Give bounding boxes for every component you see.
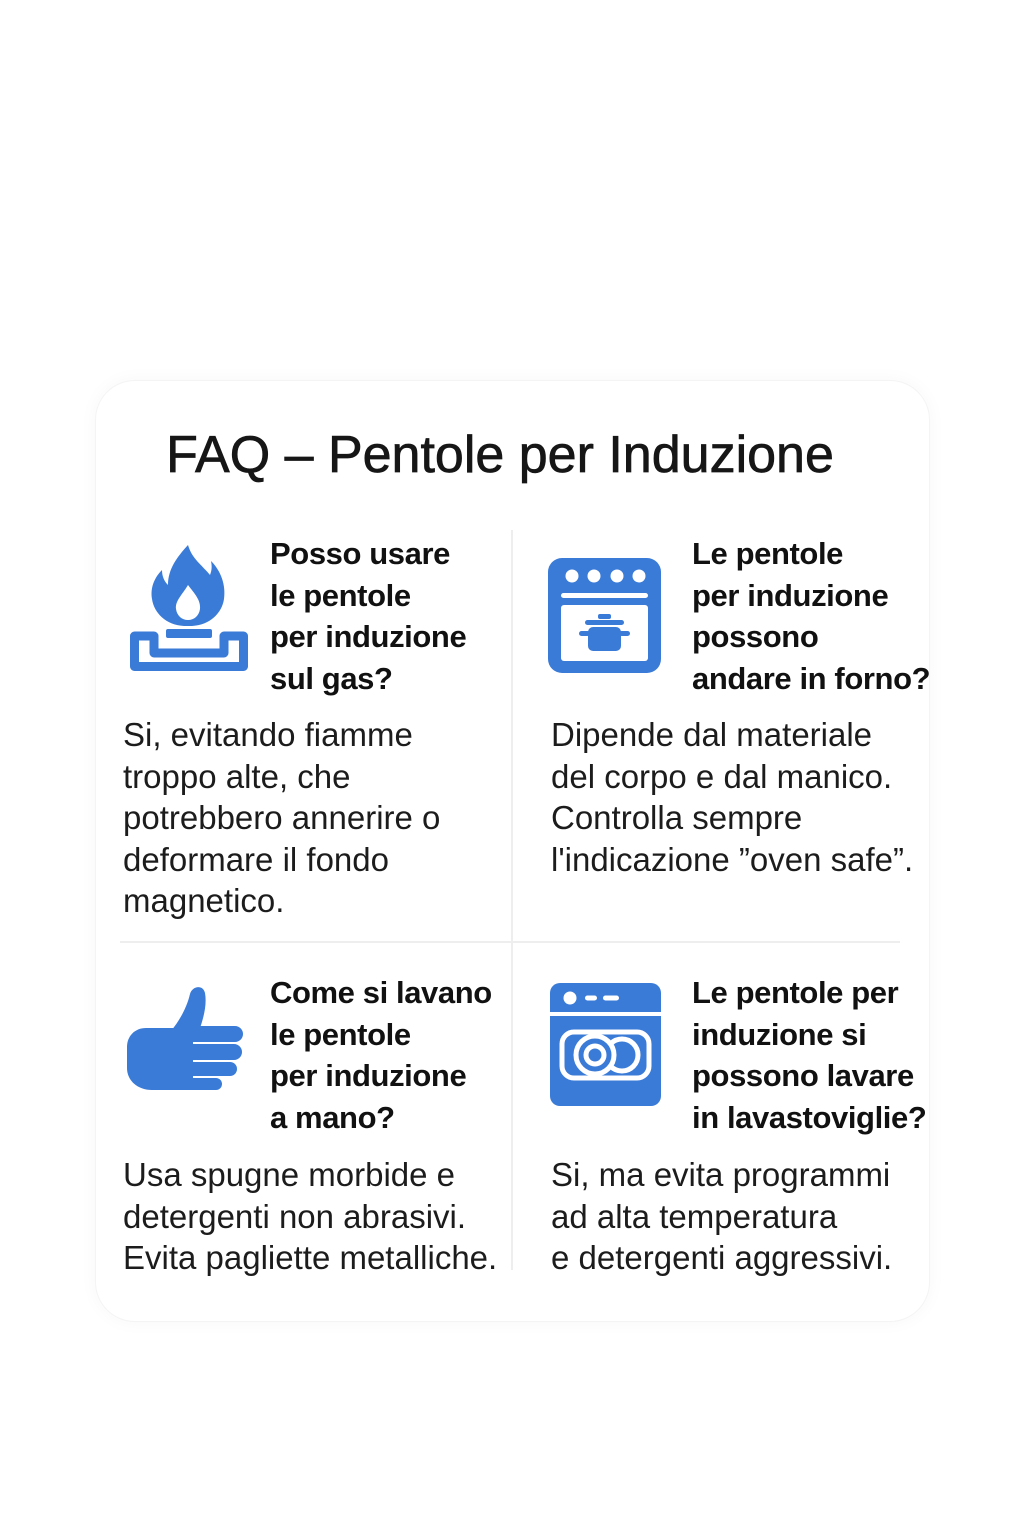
faq-answer xyxy=(123,714,440,922)
question-line: possono lavare xyxy=(692,1058,914,1093)
question-line: Le pentole per xyxy=(692,975,899,1010)
question-line: a mano? xyxy=(270,1099,395,1135)
question-line: Le pentole xyxy=(692,536,844,571)
answer-line: detergenti non abrasivi. xyxy=(123,1197,467,1235)
faq-question xyxy=(692,972,926,1138)
faq-answer xyxy=(551,1154,892,1279)
answer-line: Dipende dal materiale xyxy=(551,716,873,753)
faq-answer xyxy=(123,1154,497,1279)
question-line: induzione si xyxy=(692,1016,867,1052)
answer-line: del corpo e dal manico. xyxy=(551,757,893,795)
gas-burner-icon xyxy=(130,545,248,671)
answer-line: Si, ma evita programmi xyxy=(551,1156,891,1193)
answer-line: ad alta temperatura xyxy=(551,1197,838,1235)
question-line: per induzione xyxy=(692,577,889,613)
horizontal-divider xyxy=(120,941,900,943)
hand-icon xyxy=(127,985,244,1091)
page-title: FAQ – Pentole per Induzione xyxy=(166,426,834,484)
oven-icon xyxy=(548,558,661,673)
question-line: in lavastoviglie? xyxy=(692,1099,927,1135)
answer-line: Evita pagliette metalliche. xyxy=(123,1239,498,1276)
faq-question xyxy=(270,533,466,699)
faq-question xyxy=(270,972,492,1138)
faq-answer xyxy=(551,714,913,880)
question-line: le pentole xyxy=(270,577,411,613)
vertical-divider xyxy=(511,530,513,1270)
answer-line: deformare il fondo xyxy=(123,840,389,878)
answer-line: Usa spugne morbide e xyxy=(123,1156,456,1193)
question-line: Posso usare xyxy=(270,536,450,571)
question-line: andare in forno? xyxy=(692,660,931,696)
answer-line: troppo alte, che xyxy=(123,757,351,795)
question-line: sul gas? xyxy=(270,660,393,696)
question-line: per induzione xyxy=(270,619,467,654)
answer-line: e detergenti aggressivi. xyxy=(551,1239,893,1276)
dishwasher-icon xyxy=(550,983,661,1106)
question-line: Come si lavano xyxy=(270,975,492,1010)
answer-line: magnetico. xyxy=(123,882,285,919)
question-line: le pentole xyxy=(270,1016,411,1052)
question-line: per induzione xyxy=(270,1058,467,1093)
answer-line: Controlla sempre xyxy=(551,799,803,836)
answer-line: potrebbero annerire o xyxy=(123,799,441,836)
answer-line: l'indicazione ”oven safe”. xyxy=(551,840,914,878)
answer-line: Si, evitando fiamme xyxy=(123,716,413,753)
question-line: possono xyxy=(692,619,819,654)
faq-question xyxy=(692,533,930,699)
